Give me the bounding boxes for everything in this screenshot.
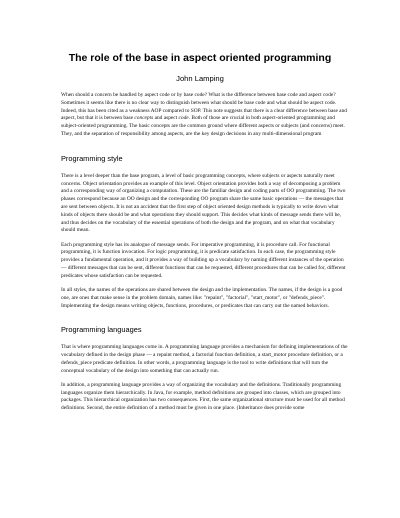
paragraph: In all styles, the names of the operations are shared between the design and the implementation. The names, if the design is a good one, are ones that make sense in the problem domain, names like: "repaint", "factorial", "start_motor", or "defends_piece". Implementing the design means writing objects, functions, procedures, or predicates that can carry out the named behaviors. xyxy=(61,286,343,309)
paragraph: That is where programming languages come in. A programming language provides a mechanism for defining implementations of the vocabulary defined in the design phase — a repaint method, a factorial function definition, a start_motor procedure definition, or a defends_piece predicate definition. In other words, a programming language is the tool to write definitions that will turn the conceptual vocabulary of the design into something that can actually run. xyxy=(61,344,348,374)
paper-body xyxy=(61,92,348,419)
paragraph: In addition, a programming language provides a way of organizing the vocabulary and the definitions. Traditionally programming languages organize them hierarchically. In Java, for example, method definitions are grouped into classes, which are grouped into packages. This hierarchical organization has two consequences. First, the same organizational structure must be used for all method definitions. Second, the entire definition of a method must be given in one place. (Inheritance does provide some xyxy=(61,381,345,412)
section-heading-programming-languages: Programming languages xyxy=(61,325,142,335)
section-heading-programming-style: Programming style xyxy=(61,153,123,163)
paper-author: John Lamping xyxy=(176,74,224,83)
paragraph: Each programming style has its analogue of message sends. For imperative programming, it is procedure call. For functional programming, it is function invocation. For logic programming, it is predicate satisfaction. In each case, the programming style provides a fundamental operation, and it provides a way of building up a vocabulary by naming different instances of the operation — different messages that can be sent, different functions that can be requested, different procedures that can be called for, different predicates whose satisfaction can be requested. xyxy=(61,241,346,279)
intro-paragraph: When should a concern be handled by aspect code or by base code? What is the difference between base code and aspect code? Sometimes it seems like there is no clear way to distinguish between what should be base code and what should be aspect code. Indeed, this has been cited as a weakness AOP compared to SOP. This note suggests that there is a clear difference between base and aspect, but that it is between base concepts and aspect code. Both of those are crucial in both aspect-oriented programming and subject-oriented programming. The basic concepts are the common ground where different aspects or subjects (and concerns) meet. They, and the separation of responsibility among aspects, are the key design decisions in any multi-dimensional program xyxy=(61,92,347,137)
paragraph: There is a level deeper than the base program, a level of basic programming concepts, where subjects or aspects naturally meet concerns. Object orientation provides an example of this level. Object orientation provides both a way of decomposing a problem and a corresponding way of organizing a computation. These are the familiar design and coding parts of OO programming. The two phases correspond because an OO design and the corresponding OO program share the same basic operations — the messages that are sent between objects. It is not an accident that the first step of object oriented design methods is typically to write down what kinds of objects there should be and what operations they should support. This decides what kinds of message sends there will be, and thus decides on the vocabulary of the essential operations of both the design and the program, and on what that vocabulary should mean. xyxy=(61,172,346,234)
paper-title: The role of the base in aspect oriented programming xyxy=(68,52,332,64)
